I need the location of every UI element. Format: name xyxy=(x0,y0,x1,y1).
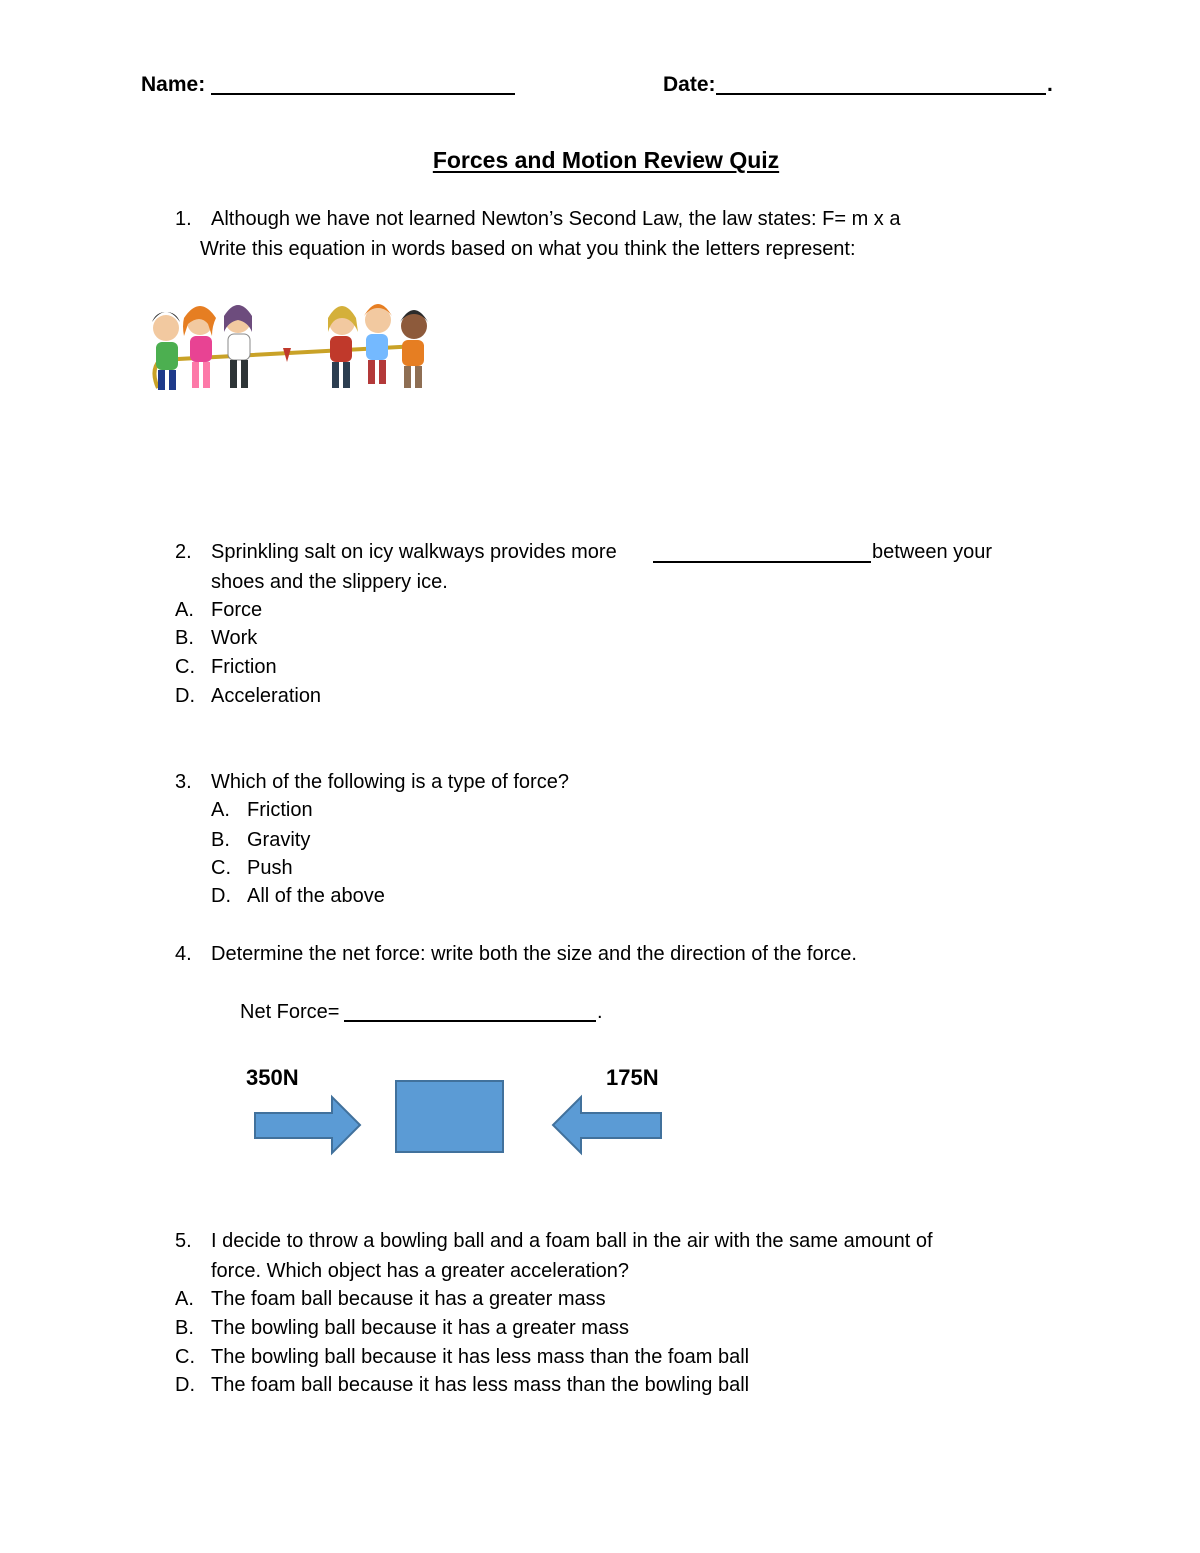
q2-option-c-letter: C. xyxy=(175,656,195,678)
q5-number: 5. xyxy=(175,1230,192,1252)
name-label: Name: xyxy=(141,73,206,96)
q3-text: Which of the following is a type of force? xyxy=(211,771,569,793)
net-force-label: Net Force= xyxy=(240,1001,340,1023)
q2-option-b[interactable]: Work xyxy=(211,627,258,649)
date-label: Date: xyxy=(663,73,716,96)
q4-text: Determine the net force: write both the size and the direction of the force. xyxy=(211,943,857,965)
q3-option-a[interactable]: Friction xyxy=(247,799,313,821)
date-blank-line[interactable] xyxy=(716,93,1046,95)
left-force-label: 350N xyxy=(246,1065,299,1090)
q3-option-c[interactable]: Push xyxy=(247,857,293,879)
name-blank-line[interactable] xyxy=(211,93,515,95)
net-force-blank[interactable] xyxy=(344,1020,596,1022)
date-end-period: . xyxy=(1047,73,1053,96)
right-force-label: 175N xyxy=(606,1065,659,1090)
q5-option-c-letter: C. xyxy=(175,1346,195,1368)
q2-option-c[interactable]: Friction xyxy=(211,656,277,678)
q2-number: 2. xyxy=(175,541,192,563)
q5-option-a-letter: A. xyxy=(175,1288,194,1310)
q2-text-line2: shoes and the slippery ice. xyxy=(211,571,448,593)
q3-option-d[interactable]: All of the above xyxy=(247,885,385,907)
q3-option-d-letter: D. xyxy=(211,885,231,907)
q1-number: 1. xyxy=(175,208,192,230)
q5-text-line2: force. Which object has a greater acceleration? xyxy=(211,1260,629,1282)
q2-option-d[interactable]: Acceleration xyxy=(211,685,322,707)
q2-option-a-letter: A. xyxy=(175,599,194,621)
q4-number: 4. xyxy=(175,943,192,965)
q1-text-line1: Although we have not learned Newton’s Second Law, the law states: F= m x a xyxy=(211,208,901,230)
q5-text-line1: I decide to throw a bowling ball and a foam ball in the air with the same amount of xyxy=(211,1230,933,1252)
q2-option-b-letter: B. xyxy=(175,627,194,649)
q5-option-d-letter: D. xyxy=(175,1374,195,1396)
q2-option-d-letter: D. xyxy=(175,685,195,707)
box-object xyxy=(396,1081,503,1152)
q5-option-c[interactable]: The bowling ball because it has less mass than the foam ball xyxy=(211,1346,750,1368)
q2-text-before: Sprinkling salt on icy walkways provides more xyxy=(211,541,617,563)
q1-text-line2: Write this equation in words based on what you think the letters represent: xyxy=(200,238,856,260)
q5-option-b-letter: B. xyxy=(175,1317,194,1339)
force-diagram xyxy=(250,1075,670,1160)
right-pointing-arrow xyxy=(255,1097,360,1153)
q5-option-a[interactable]: The foam ball because it has a greater mass xyxy=(211,1288,606,1310)
q5-option-d[interactable]: The foam ball because it has less mass than the bowling ball xyxy=(211,1374,750,1396)
left-pointing-arrow xyxy=(553,1097,661,1153)
q3-option-b[interactable]: Gravity xyxy=(247,829,311,851)
q3-option-a-letter: A. xyxy=(211,799,230,821)
net-force-end-period: . xyxy=(597,1001,603,1023)
page-title: Forces and Motion Review Quiz xyxy=(432,147,780,173)
q3-number: 3. xyxy=(175,771,192,793)
q5-option-b[interactable]: The bowling ball because it has a greater mass xyxy=(211,1317,630,1339)
q2-answer-blank[interactable] xyxy=(653,561,871,563)
q2-option-a[interactable]: Force xyxy=(211,599,263,621)
q2-text-after: between your xyxy=(872,541,993,563)
q3-option-c-letter: C. xyxy=(211,857,231,879)
tug-of-war-illustration xyxy=(138,270,438,420)
q3-option-b-letter: B. xyxy=(211,829,230,851)
